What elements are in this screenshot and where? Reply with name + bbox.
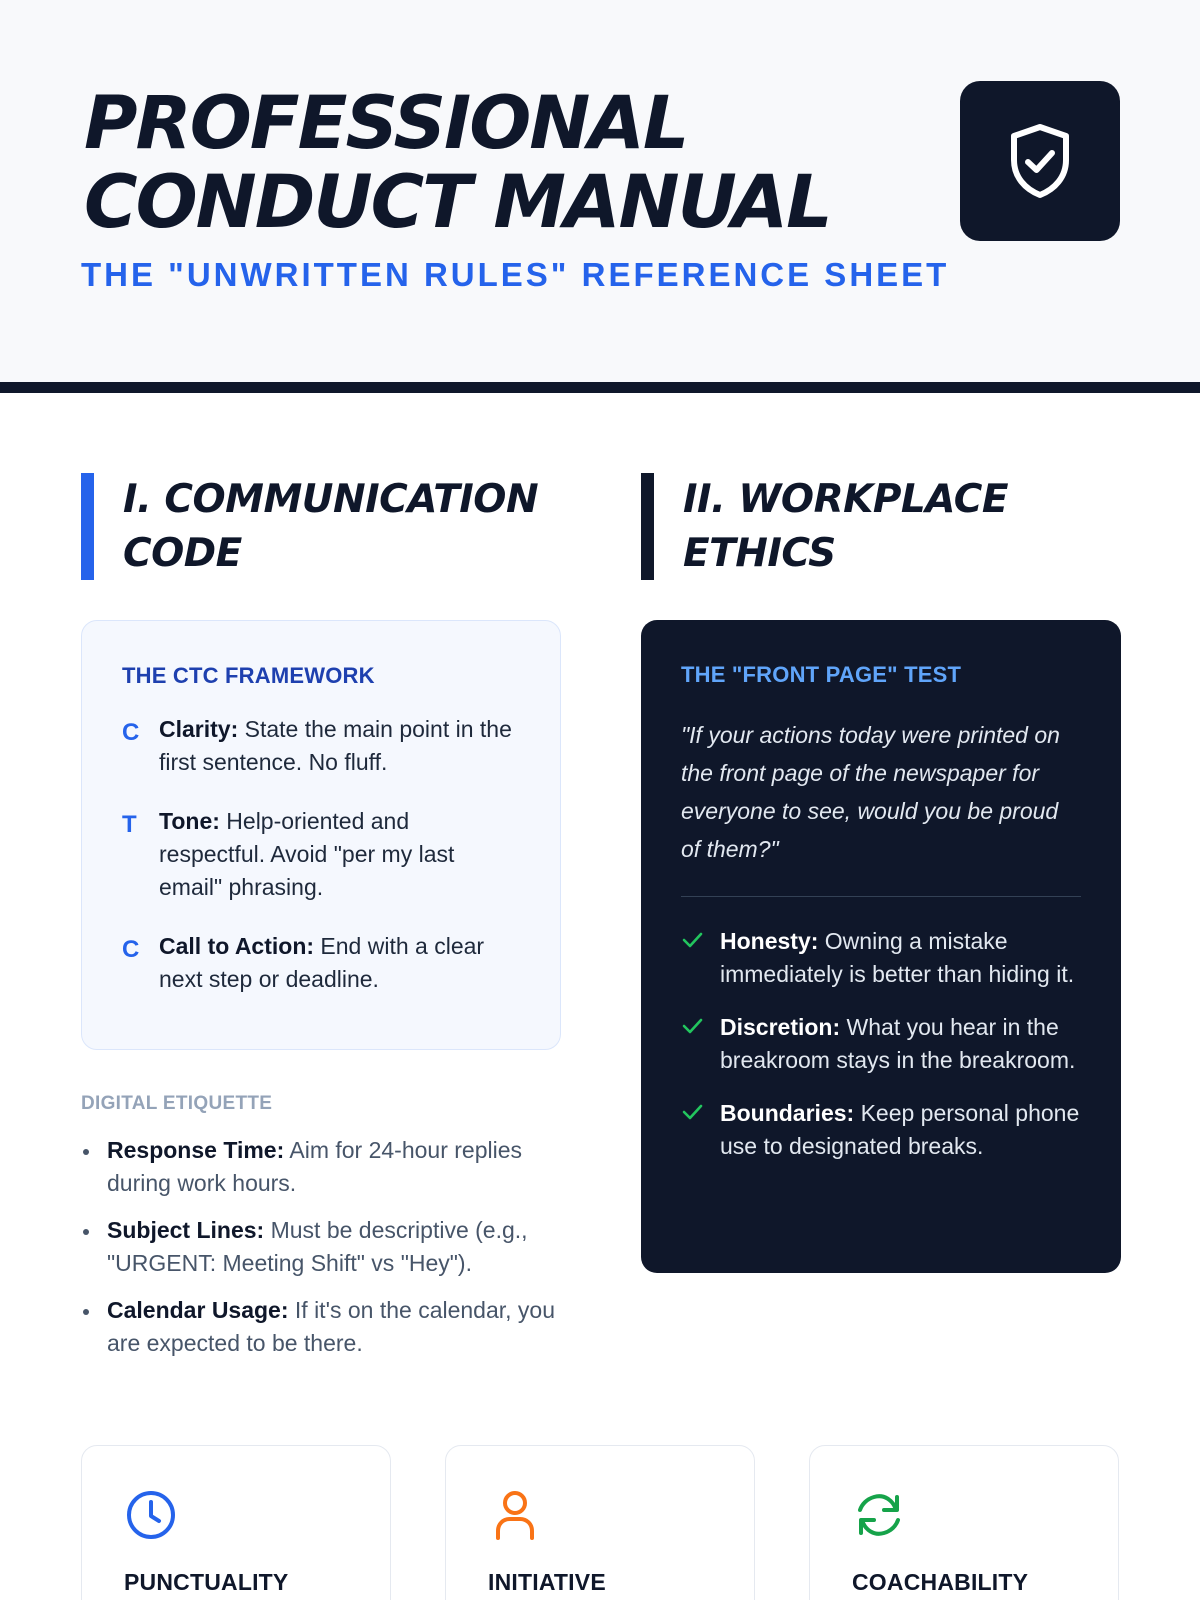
ctc-card-label: THE CTC FRAMEWORK [122, 663, 375, 688]
ethics-item [681, 1097, 1081, 1163]
ethics-list [681, 925, 1081, 1163]
ctc-term: Call to Action: [159, 933, 315, 959]
ethics-item [681, 1011, 1081, 1077]
clock-icon [124, 1488, 178, 1542]
section-heading-communication [81, 473, 561, 580]
ctc-description: Help-oriented and respectful. Avoid "per my last email" phrasing. [159, 808, 455, 900]
card-divider [681, 896, 1081, 897]
ethics-item-text [720, 925, 1081, 991]
section-heading-line: I. COMMUNICATION [123, 477, 539, 522]
etiquette-item [81, 1214, 561, 1280]
trait-card-initiative [445, 1445, 755, 1600]
ctc-term: Tone: [159, 808, 220, 834]
ethics-term: Honesty: [720, 928, 819, 954]
header-divider [0, 382, 1200, 393]
section-heading-line: ETHICS [683, 531, 836, 576]
ctc-list [122, 713, 520, 996]
front-page-test-card [641, 620, 1121, 1273]
ethics-item-text [720, 1011, 1081, 1077]
section-heading-line: CODE [123, 531, 242, 576]
header [0, 0, 1200, 382]
ctc-item-text [159, 713, 520, 779]
etiquette-term: Response Time: [107, 1137, 285, 1163]
page-title [84, 81, 944, 245]
ctc-item-text [159, 930, 520, 996]
page-subtitle: THE "UNWRITTEN RULES" REFERENCE SHEET [81, 256, 950, 293]
refresh-icon [852, 1488, 906, 1542]
ethics-term: Discretion: [720, 1014, 841, 1040]
section-heading-line: II. WORKPLACE [683, 477, 1009, 522]
etiquette-item [81, 1134, 561, 1200]
front-page-quote: "If your actions today were printed on the front page of the newspaper for everyone to see, would you be proud of them?" [681, 722, 1060, 862]
ctc-term: Clarity: [159, 716, 239, 742]
etiquette-term: Calendar Usage: [107, 1297, 289, 1323]
shield-check-icon [1007, 122, 1073, 200]
section-heading-ethics [641, 473, 1121, 580]
trait-card-punctuality [81, 1445, 391, 1600]
ctc-description: End with a clear next step or deadline. [159, 933, 485, 992]
etiquette-description: Aim for 24-hour replies during work hours. [107, 1137, 523, 1196]
ctc-item [122, 930, 520, 996]
check-icon [681, 1097, 720, 1163]
trait-card-title: INITIATIVE [488, 1569, 606, 1595]
etiquette-description: Must be descriptive (e.g., "URGENT: Meeting Shift" vs "Hey"). [107, 1217, 528, 1276]
ethics-item [681, 925, 1081, 991]
ctc-description: State the main point in the first sentence. No fluff. [159, 716, 512, 775]
trait-card-coachability [809, 1445, 1119, 1600]
title-line-1: PROFESSIONAL [84, 81, 688, 166]
ctc-letter: C [122, 719, 140, 746]
etiquette-term: Subject Lines: [107, 1217, 265, 1243]
check-icon [681, 1011, 720, 1077]
title-line-2: CONDUCT MANUAL [84, 160, 831, 245]
etiquette-description: If it's on the calendar, you are expected to be there. [107, 1297, 556, 1356]
trait-card-title: PUNCTUALITY [124, 1569, 289, 1595]
ctc-letter: T [122, 811, 137, 838]
ctc-framework-card [81, 620, 561, 1050]
ethics-description: Owning a mistake immediately is better than hiding it. [720, 928, 1075, 987]
ctc-item-text [159, 805, 520, 904]
ctc-letter: C [122, 936, 140, 963]
digital-etiquette-label: DIGITAL ETIQUETTE [81, 1093, 273, 1114]
logo-badge [960, 81, 1120, 241]
ctc-item [122, 805, 520, 904]
front-page-card-label: THE "FRONT PAGE" TEST [681, 662, 962, 687]
user-icon [488, 1488, 542, 1542]
ethics-item-text [720, 1097, 1081, 1163]
ethics-description: What you hear in the breakroom stays in the breakroom. [720, 1014, 1076, 1073]
trait-card-title: COACHABILITY [852, 1569, 1029, 1595]
digital-etiquette-list [81, 1134, 561, 1374]
etiquette-item [81, 1294, 561, 1360]
ethics-term: Boundaries: [720, 1100, 855, 1126]
ethics-description: Keep personal phone use to designated breaks. [720, 1100, 1080, 1159]
check-icon [681, 925, 720, 991]
ctc-item [122, 713, 520, 779]
